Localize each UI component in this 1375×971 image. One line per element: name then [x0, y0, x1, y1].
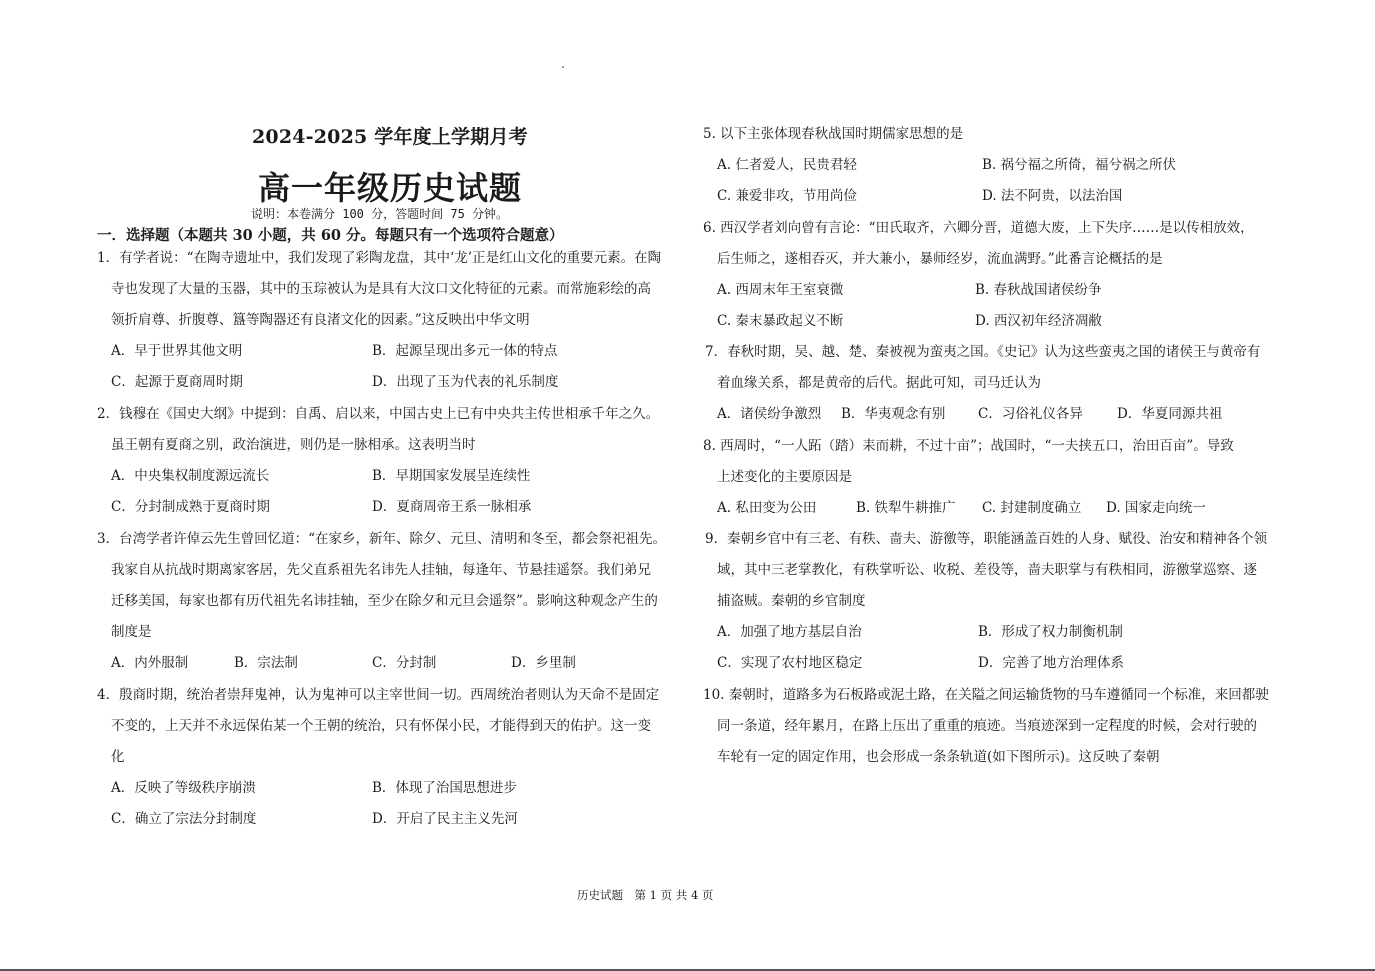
- question-9-line-1: 9．秦朝乡官中有三老、有秩、啬夫、游徼等，职能涵盖百姓的人身、赋役、治安和精神各个领: [705, 531, 1268, 547]
- question-4-option-d: D．开启了民主主义先河: [372, 811, 518, 827]
- question-2-line-1: 2．钱穆在《国史大纲》中提到：自禹、启以来，中国古史上已有中央共主传世相承千年之久。: [97, 406, 660, 422]
- question-1-line-1: 1．有学者说：“在陶寺遗址中，我们发现了彩陶龙盘，其中‘龙’正是红山文化的重要元素。在陶: [97, 250, 662, 266]
- question-4-line-3: 化: [111, 749, 125, 765]
- question-6-option-a: A. 西周末年王室衰微: [717, 282, 844, 298]
- question-7-option-a: A．诸侯纷争激烈: [717, 406, 822, 422]
- exam-note: 说明：本卷满分 100 分，答题时间 75 分钟。: [251, 207, 509, 221]
- question-1-option-c: C．起源于夏商周时期: [111, 374, 243, 390]
- question-10-line-2: 同一条道，经年累月，在路上压出了重重的痕迹。当痕迹深到一定程度的时候，会对行驶的: [717, 718, 1257, 734]
- question-9-option-d: D．完善了地方治理体系: [978, 655, 1124, 671]
- section-heading: 一．选择题（本题共 30 小题，共 60 分。每题只有一个选项符合题意）: [97, 227, 564, 244]
- question-5-option-b: B. 祸兮福之所倚，福兮祸之所伏: [982, 157, 1177, 173]
- question-8-line-1: 8. 西周时，“一人跖（踏）耒而耕，不过十亩”；战国时，“一夫挟五口，治田百亩”。导致: [703, 438, 1234, 454]
- question-5-option-c: C. 兼爱非攻，节用尚俭: [717, 188, 857, 204]
- question-8-option-d: D. 国家走向统一: [1106, 500, 1206, 516]
- question-2-option-d: D．夏商周帝王系一脉相承: [372, 499, 532, 515]
- question-2-option-b: B．早期国家发展呈连续性: [372, 468, 531, 484]
- question-10-line-1: 10. 秦朝时，道路多为石板路或泥土路，在关隘之间运输货物的马车遵循同一个标准，来回都驶: [703, 687, 1269, 703]
- question-3-line-1: 3．台湾学者许倬云先生曾回忆道：“在家乡，新年、除夕、元旦、清明和冬至，都会祭祀祖先。: [97, 531, 666, 547]
- question-1-option-b: B．起源呈现出多元一体的特点: [372, 343, 558, 359]
- question-2-option-c: C．分封制成熟于夏商时期: [111, 499, 270, 515]
- question-5-line-1: 5. 以下主张体现春秋战国时期儒家思想的是: [703, 126, 964, 142]
- question-6-line-2: 后生师之，遂相吞灭，并大兼小，暴师经岁，流血满野。”此番言论概括的是: [717, 251, 1163, 267]
- question-7-option-c: C．习俗礼仪各异: [978, 406, 1083, 422]
- question-6-option-d: D. 西汉初年经济凋敝: [975, 313, 1102, 329]
- question-7-line-2: 着血缘关系，都是黄帝的后代。据此可知，司马迁认为: [717, 375, 1041, 391]
- question-8-option-b: B. 铁犁牛耕推广: [856, 500, 956, 516]
- question-4-option-a: A．反映了等级秩序崩溃: [111, 780, 256, 796]
- question-1-option-a: A．早于世界其他文明: [111, 343, 243, 359]
- question-3-option-c: C．分封制: [372, 655, 437, 671]
- question-7-line-1: 7．春秋时期，吴、越、楚、秦被视为蛮夷之国。《史记》认为这些蛮夷之国的诸侯王与黄帝有: [705, 344, 1261, 360]
- question-6-option-c: C. 秦末暴政起义不断: [717, 313, 844, 329]
- question-3-option-d: D．乡里制: [511, 655, 576, 671]
- question-1-line-2: 寺也发现了大量的玉器，其中的玉琮被认为是具有大汶口文化特征的元素。而常施彩绘的高: [111, 281, 651, 297]
- question-3-line-2: 我家自从抗战时期离家客居，先父直系祖先名讳先人挂轴，每逢年、节悬挂遥祭。我们弟兄: [111, 562, 651, 578]
- question-9-line-3: 捕盗贼。秦朝的乡官制度: [717, 593, 866, 609]
- exam-term-title: 2024-2025 学年度上学期月考: [252, 126, 528, 148]
- question-9-option-b: B．形成了权力制衡机制: [978, 624, 1123, 640]
- question-2-line-2: 虽王朝有夏商之别，政治演进，则仍是一脉相承。这表明当时: [111, 437, 476, 453]
- question-3-option-b: B．宗法制: [234, 655, 298, 671]
- question-4-line-1: 4．殷商时期，统治者崇拜鬼神，认为鬼神可以主宰世间一切。西周统治者则认为天命不是固定: [97, 687, 660, 703]
- question-4-option-b: B．体现了治国思想进步: [372, 780, 517, 796]
- question-3-line-4: 制度是: [111, 624, 152, 640]
- question-5-option-a: A. 仁者爱人，民贵君轻: [717, 157, 857, 173]
- question-5-option-d: D. 法不阿贵，以法治国: [982, 188, 1123, 204]
- question-3-option-a: A．内外服制: [111, 655, 189, 671]
- question-4-option-c: C．确立了宗法分封制度: [111, 811, 257, 827]
- question-8-line-2: 上述变化的主要原因是: [717, 469, 852, 485]
- question-7-option-d: D．华夏同源共祖: [1117, 406, 1223, 422]
- question-9-line-2: 域，其中三老掌教化，有秩掌听讼、收税、差役等，啬夫职掌与有秩相同，游徼掌巡察、逐: [717, 562, 1257, 578]
- exam-title: 高一年级历史试题: [258, 169, 523, 207]
- question-1-option-d: D．出现了玉为代表的礼乐制度: [372, 374, 559, 390]
- question-10-line-3: 车轮有一定的固定作用，也会形成一条条轨道(如下图所示)。这反映了秦朝: [717, 749, 1160, 765]
- question-9-option-c: C．实现了农村地区稳定: [717, 655, 863, 671]
- scan-speck: [562, 66, 564, 68]
- page-footer: 历史试题 第 1 页 共 4 页: [577, 888, 714, 902]
- question-9-option-a: A．加强了地方基层自治: [717, 624, 862, 640]
- question-6-option-b: B. 春秋战国诸侯纷争: [975, 282, 1102, 298]
- question-2-option-a: A．中央集权制度源远流长: [111, 468, 270, 484]
- question-6-line-1: 6. 西汉学者刘向曾有言论：“田氏取齐，六卿分晋，道德大废，上下失序……是以传相放效，: [703, 220, 1254, 236]
- question-8-option-c: C. 封建制度确立: [982, 500, 1082, 516]
- question-4-line-2: 不变的，上天并不永远保佑某一个王朝的统治，只有怀保小民，才能得到天的佑护。这一变: [111, 718, 651, 734]
- question-3-line-3: 迁移美国，每家也都有历代祖先名讳挂轴，至少在除夕和元旦会遥祭”。影响这种观念产生的: [111, 593, 658, 609]
- question-1-line-3: 领折肩尊、折腹尊、簋等陶器还有良渚文化的因素。”这反映出中华文明: [111, 312, 530, 328]
- question-8-option-a: A. 私田变为公田: [717, 500, 817, 516]
- question-7-option-b: B．华夷观念有别: [841, 406, 946, 422]
